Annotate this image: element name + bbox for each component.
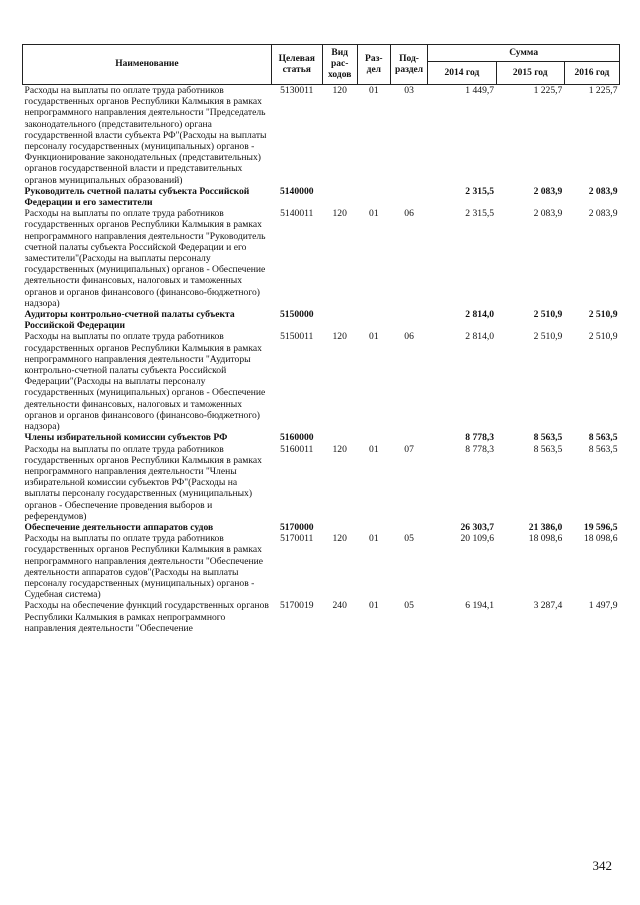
header-razdel: Раз-дел bbox=[357, 45, 390, 85]
table-row bbox=[23, 309, 620, 331]
row-amount-2016: 8 563,5 bbox=[588, 443, 618, 455]
row-section bbox=[357, 186, 390, 208]
row-amount-2016: 2 083,9 bbox=[588, 208, 618, 220]
row-amount-2015: 3 287,4 bbox=[533, 600, 563, 612]
table-row bbox=[23, 85, 620, 186]
row-amount-2014: 8 778,3 bbox=[465, 432, 495, 444]
row-expense-type: 120 bbox=[332, 85, 347, 96]
budget-table-page bbox=[22, 44, 620, 634]
row-section bbox=[357, 522, 390, 533]
row-expense-type bbox=[322, 432, 357, 443]
row-section bbox=[357, 432, 390, 443]
row-expense-type: 120 bbox=[332, 533, 347, 545]
row-amount-2015: 18 098,6 bbox=[528, 533, 563, 545]
table-row bbox=[23, 186, 620, 208]
row-section: 01 bbox=[369, 85, 379, 96]
row-target-code: 5150011 bbox=[280, 331, 314, 343]
row-amount-2015: 2 083,9 bbox=[533, 208, 563, 220]
table-header bbox=[23, 45, 620, 85]
header-name: Наименование bbox=[23, 45, 272, 85]
row-expense-type: 120 bbox=[332, 331, 347, 343]
row-subsection: 05 bbox=[404, 600, 414, 612]
row-subsection bbox=[390, 186, 427, 208]
row-name: Обеспечение деятельности аппаратов судов bbox=[24, 521, 214, 533]
row-target-code: 5170019 bbox=[279, 600, 314, 612]
row-name: Расходы на выплаты по оплате труда работников государственных органов Республики Калмыкия в рамках непрограммного направления деятельности "Обеспечение деятельности аппаратов судов"(Расходы на выплаты персоналу государственных (муниципальных) органов - Судебная система) bbox=[24, 533, 263, 601]
row-amount-2015: 2 083,9 bbox=[533, 185, 563, 197]
table-row bbox=[23, 208, 620, 309]
row-amount-2014: 26 303,7 bbox=[460, 521, 495, 533]
row-target-code: 5170011 bbox=[280, 533, 314, 545]
row-amount-2016: 1 497,9 bbox=[588, 600, 618, 612]
row-amount-2014: 2 814,0 bbox=[465, 309, 495, 321]
row-subsection: 07 bbox=[404, 443, 414, 455]
row-subsection: 06 bbox=[404, 208, 414, 220]
row-amount-2014: 2 315,5 bbox=[465, 185, 495, 197]
table-row bbox=[23, 432, 620, 443]
table-row bbox=[23, 444, 620, 522]
table-body bbox=[23, 85, 620, 634]
table-row bbox=[23, 600, 620, 634]
row-amount-2015: 1 225,7 bbox=[533, 85, 563, 96]
row-section: 01 bbox=[369, 208, 379, 220]
budget-table bbox=[22, 44, 620, 634]
header-year-2016: 2016 год bbox=[564, 62, 619, 85]
row-target-code: 5150000 bbox=[279, 309, 314, 321]
row-target-code: 5160011 bbox=[280, 443, 314, 455]
row-amount-2016: 18 098,6 bbox=[583, 533, 618, 545]
row-amount-2014: 1 449,7 bbox=[465, 85, 495, 96]
row-name: Аудиторы контрольно-счетной палаты субъекта Российской Федерации bbox=[24, 309, 235, 332]
table-row bbox=[23, 522, 620, 533]
table-row bbox=[23, 331, 620, 432]
row-name: Расходы на обеспечение функций государственных органов Республики Калмыкия в рамках непрограммного направления деятельности "Обеспечение bbox=[24, 600, 269, 634]
row-amount-2016: 8 563,5 bbox=[588, 432, 618, 444]
header-target: Целевая статья bbox=[271, 45, 322, 85]
row-expense-type: 120 bbox=[332, 208, 347, 220]
row-section: 01 bbox=[369, 533, 379, 545]
row-subsection: 03 bbox=[404, 85, 414, 96]
row-subsection bbox=[390, 522, 427, 533]
row-amount-2016: 19 596,5 bbox=[583, 521, 618, 533]
row-amount-2014: 8 778,3 bbox=[465, 443, 495, 455]
row-name: Расходы на выплаты по оплате труда работников государственных органов Республики Калмыкия в рамках непрограммного направления деятельности "Руководитель счетной палаты субъекта Российской Федерации и его заместители"(Расходы на выплаты персоналу государственных (муниципальных) органов - Обеспечение деятельности финансовых, налоговых и таможенных органов и органов финансового (финансово-бюджетного) надзора) bbox=[24, 208, 266, 309]
row-section: 01 bbox=[369, 331, 379, 343]
row-target-code: 5170000 bbox=[279, 521, 314, 533]
row-subsection bbox=[390, 309, 427, 331]
row-section: 01 bbox=[369, 443, 379, 455]
header-podrazdel: Под-раздел bbox=[390, 45, 427, 85]
row-amount-2014: 20 109,6 bbox=[460, 533, 495, 545]
row-target-code: 5140000 bbox=[279, 185, 314, 197]
row-name: Расходы на выплаты по оплате труда работников государственных органов Республики Калмыкия в рамках непрограммного направления деятельности "Председатель законодательного (представительного) органа государственной власти субъекта РФ"(Расходы на выплаты персоналу государственных (муниципальных) органов - Функционирование законодательных (представительных) органов государственной власти и представительных органов муниципальных образований) bbox=[24, 85, 267, 186]
row-amount-2014: 2 814,0 bbox=[465, 331, 495, 343]
row-amount-2015: 2 510,9 bbox=[533, 309, 563, 321]
row-name: Руководитель счетной палаты субъекта Российской Федерации и его заместители bbox=[24, 185, 250, 209]
row-amount-2016: 2 083,9 bbox=[588, 185, 618, 197]
row-target-code: 5140011 bbox=[280, 208, 314, 220]
row-subsection bbox=[390, 432, 427, 443]
row-amount-2016: 1 225,7 bbox=[588, 85, 618, 96]
row-expense-type bbox=[322, 522, 357, 533]
row-amount-2015: 21 386,0 bbox=[528, 521, 563, 533]
row-target-code: 5130011 bbox=[280, 85, 314, 96]
row-section bbox=[357, 309, 390, 331]
header-year-2014: 2014 год bbox=[428, 62, 496, 85]
row-name: Члены избирательной комиссии субъектов РФ bbox=[24, 432, 228, 444]
row-name: Расходы на выплаты по оплате труда работников государственных органов Республики Калмыкия в рамках непрограммного направления деятельности "Члены избирательной комиссии субъектов РФ"(Расходы на выплаты персоналу государственных (муниципальных) органов - Обеспечение проведения выборов и референдумов) bbox=[24, 443, 262, 522]
row-name: Расходы на выплаты по оплате труда работников государственных органов Республики Калмыкия в рамках непрограммного направления деятельности "Аудиторы контрольно-счетной палаты субъекта Российской Федерации"(Расходы на выплаты персоналу государственных (муниципальных) органов - Обеспечение деятельности финансовых, налоговых и таможенных органов и органов финансового (финансово-бюджетного) надзора) bbox=[24, 331, 266, 433]
page-number: 342 bbox=[592, 858, 612, 873]
row-amount-2015: 8 563,5 bbox=[533, 443, 563, 455]
row-expense-type: 240 bbox=[332, 600, 347, 612]
row-amount-2014: 6 194,1 bbox=[465, 600, 495, 612]
table-row bbox=[23, 533, 620, 600]
row-section: 01 bbox=[369, 600, 379, 612]
row-amount-2014: 2 315,5 bbox=[465, 208, 495, 220]
row-expense-type: 120 bbox=[332, 443, 347, 455]
header-year-2015: 2015 год bbox=[496, 62, 564, 85]
row-amount-2016: 2 510,9 bbox=[588, 331, 618, 343]
row-subsection: 05 bbox=[404, 533, 414, 545]
row-subsection: 06 bbox=[404, 331, 414, 343]
row-target-code: 5160000 bbox=[279, 432, 314, 444]
row-amount-2015: 2 510,9 bbox=[533, 331, 563, 343]
header-vid: Вид рас-ходов bbox=[322, 45, 357, 85]
row-expense-type bbox=[322, 309, 357, 331]
row-amount-2016: 2 510,9 bbox=[588, 309, 618, 321]
row-expense-type bbox=[322, 186, 357, 208]
header-sum: Сумма bbox=[428, 45, 620, 62]
row-amount-2015: 8 563,5 bbox=[533, 432, 563, 444]
